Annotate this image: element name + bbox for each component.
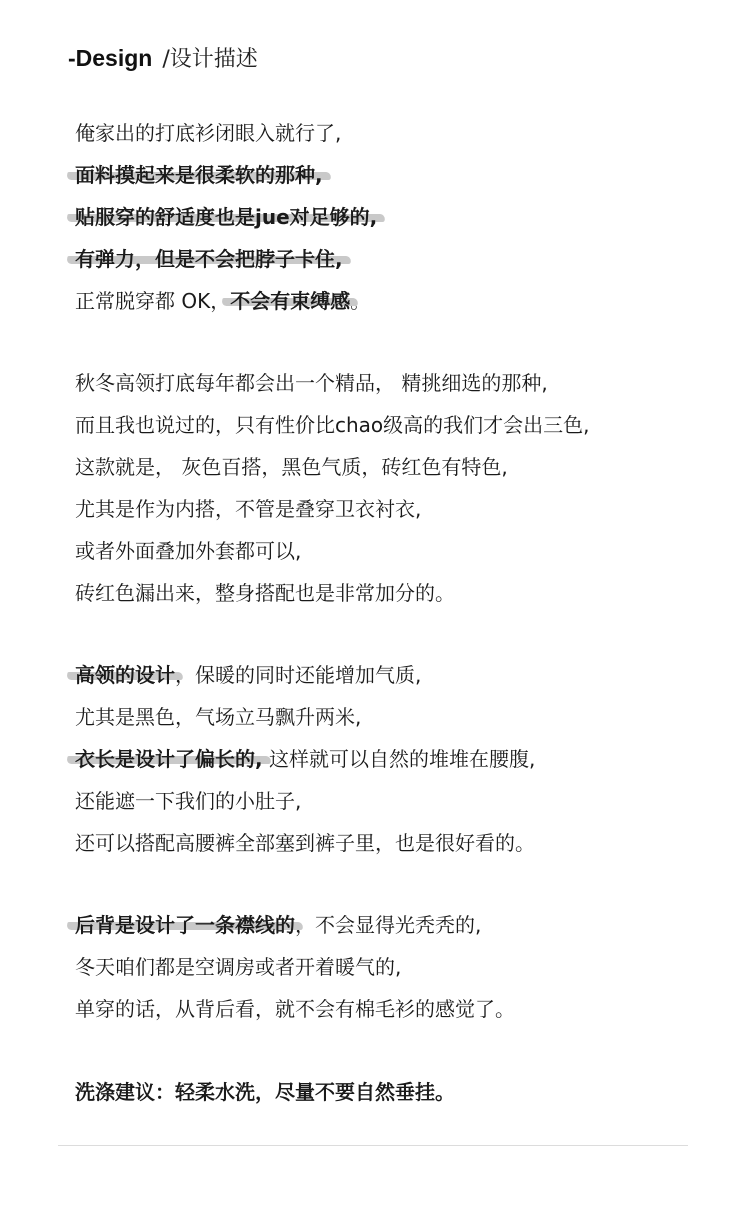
text-segment: 正常脱穿都 OK， <box>75 289 231 313</box>
highlight-text: 不会有束缚感 <box>230 289 351 313</box>
highlight-text: 有弹力，但是不会把脖子卡住, <box>75 247 343 271</box>
text-line: 秋冬高领打底每年都会出一个精品， 精挑细选的那种, <box>75 371 548 395</box>
text-segment: 。 <box>350 289 371 313</box>
bottom-divider <box>58 1145 688 1146</box>
text-line: 或者外面叠加外套都可以, <box>75 539 302 563</box>
highlight-text: 衣长是设计了偏长的, <box>75 747 263 771</box>
text-line: 单穿的话，从背后看，就不会有棉毛衫的感觉了。 <box>75 997 515 1021</box>
paragraph-back <box>75 904 715 1030</box>
paragraph-collar-length <box>75 654 715 864</box>
text-line <box>75 280 715 322</box>
text-segment: ，保暖的同时还能增加气质, <box>175 663 422 687</box>
care-instructions <box>75 1071 715 1113</box>
text-line <box>75 738 715 780</box>
title-design-cn: /设计描述 <box>162 47 258 72</box>
text-line: 尤其是作为内搭，不管是叠穿卫衣衬衣, <box>75 497 422 521</box>
text-line <box>75 196 715 238</box>
text-line <box>75 654 715 696</box>
highlight-text: 高领的设计 <box>75 663 175 687</box>
highlight-text: 贴服穿的舒适度也是jue对足够的, <box>75 205 378 229</box>
text-line: 这款就是， 灰色百搭，黑色气质，砖红色有特色, <box>75 455 508 479</box>
highlight-text: 面料摸起来是很柔软的那种, <box>75 163 323 187</box>
care-text: 洗涤建议：轻柔水洗，尽量不要自然垂挂。 <box>75 1080 455 1104</box>
text-line: 还能遮一下我们的小肚子, <box>75 789 302 813</box>
highlight-text: 后背是设计了一条襟线的 <box>75 913 295 937</box>
section-title <box>68 42 258 74</box>
title-design-en: -Design <box>68 45 153 71</box>
text-line <box>75 238 715 280</box>
text-line: 俺家出的打底衫闭眼入就行了, <box>75 121 342 145</box>
text-line <box>75 904 715 946</box>
paragraph-fabric <box>75 112 715 322</box>
text-line: 尤其是黑色，气场立马飘升两米, <box>75 705 362 729</box>
text-line: 冬天咱们都是空调房或者开着暖气的, <box>75 955 402 979</box>
text-line <box>75 154 715 196</box>
text-segment: 这样就可以自然的堆堆在腰腹, <box>262 747 536 771</box>
paragraph-colors <box>75 362 715 614</box>
text-line: 而且我也说过的，只有性价比chao级高的我们才会出三色, <box>75 413 590 437</box>
text-segment: ，不会显得光秃秃的, <box>295 913 482 937</box>
text-line: 砖红色漏出来，整身搭配也是非常加分的。 <box>75 581 455 605</box>
text-line: 还可以搭配高腰裤全部塞到裤子里，也是很好看的。 <box>75 831 535 855</box>
